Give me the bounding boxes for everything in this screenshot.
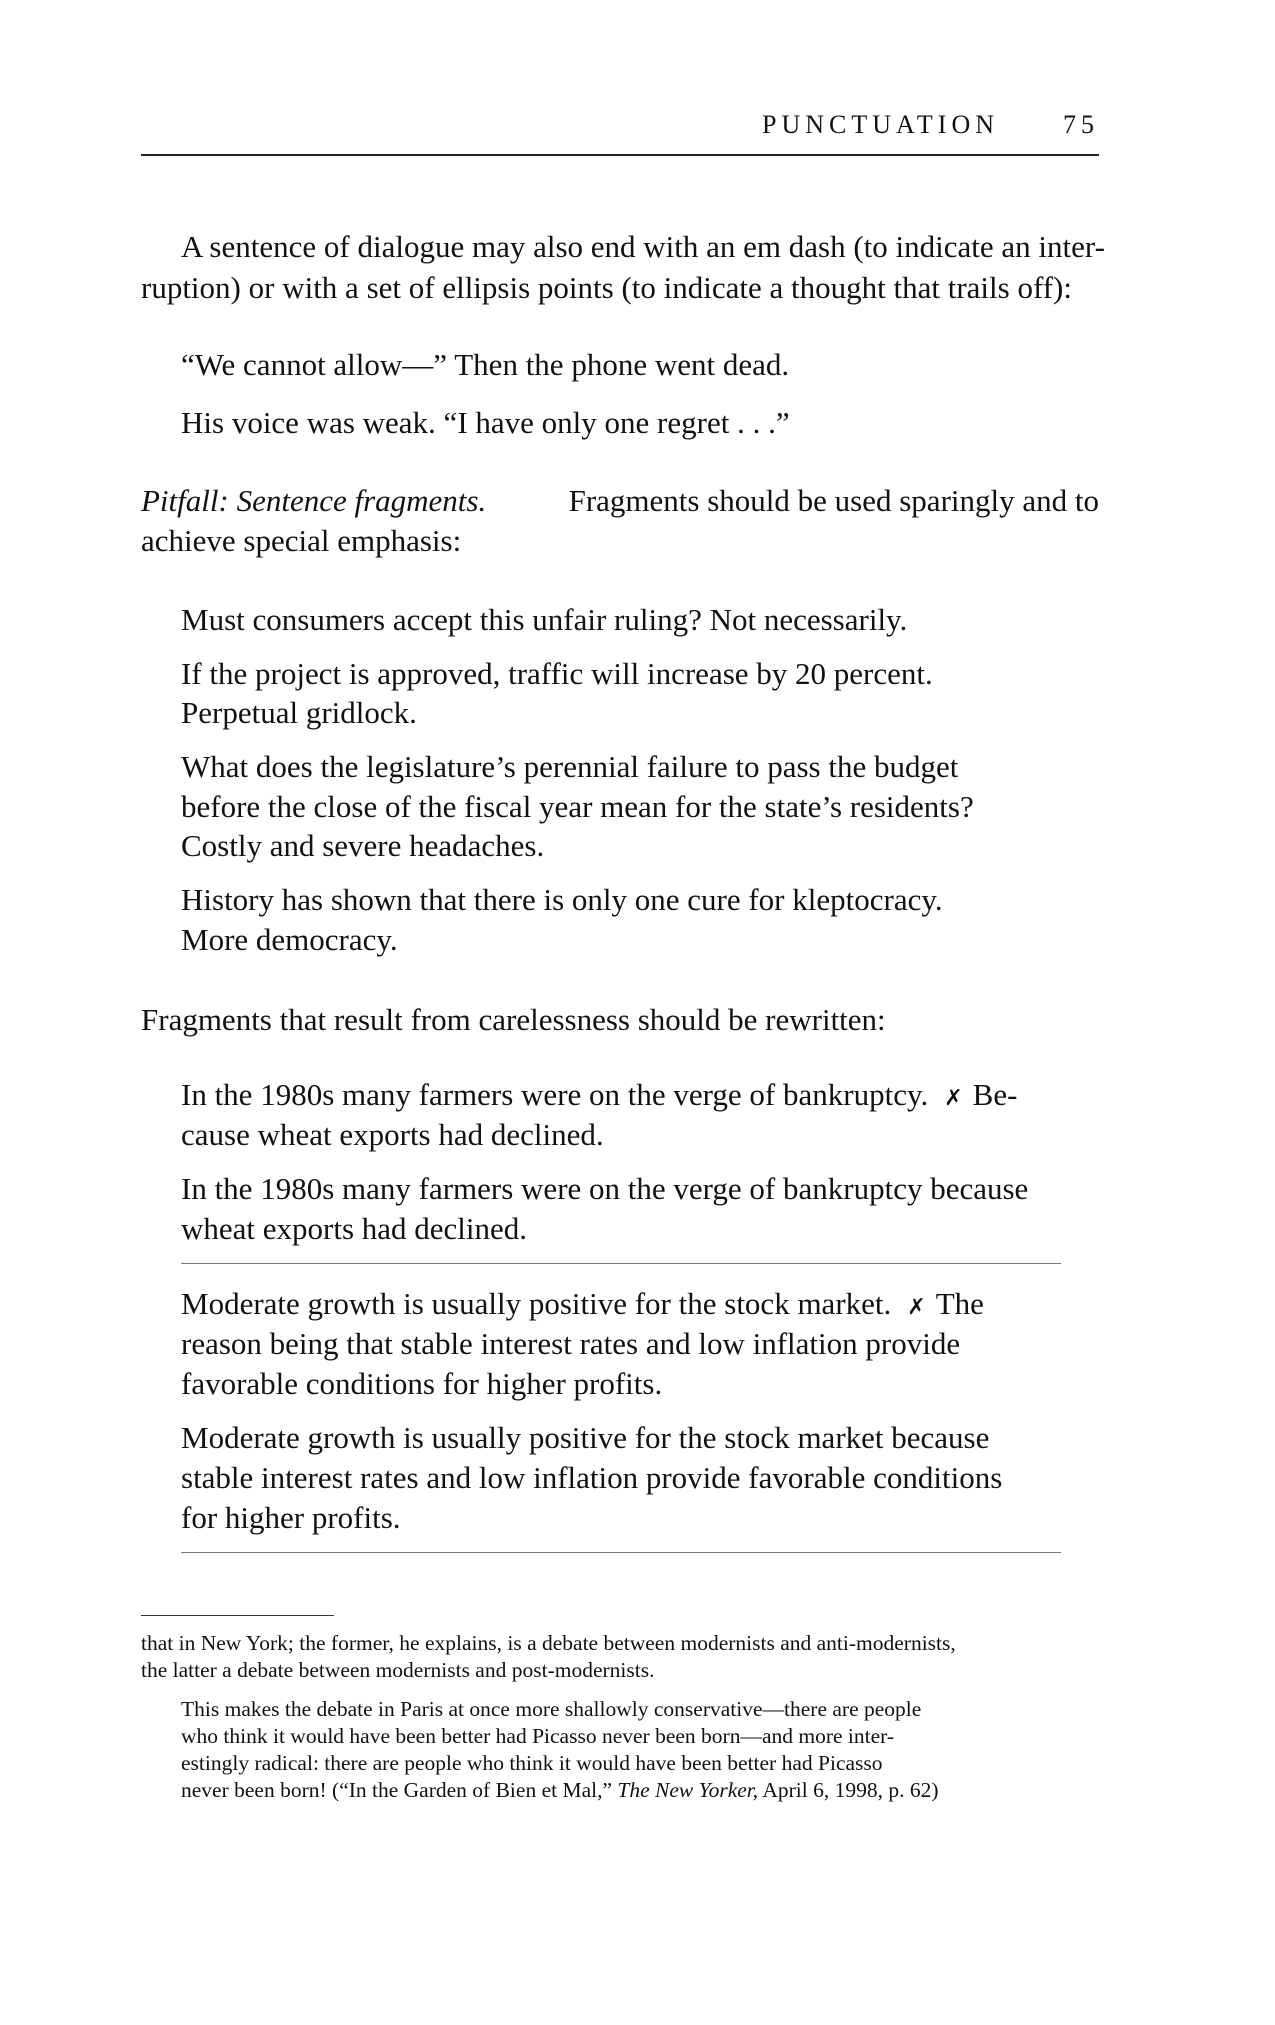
footnote-line: the latter a debate between modernists and post-modernists. (141, 1658, 655, 1682)
dialogue-example: “We cannot allow—” Then the phone went dead. (181, 347, 790, 382)
footnote-quote-line: estingly radical: there are people who think it would have been better had Picasso (181, 1751, 883, 1775)
correct-example-line: for higher profits. (181, 1500, 401, 1535)
emphasis-example: What does the legislature’s perennial failure to pass the budget (181, 749, 959, 784)
wrong-example-line: reason being that stable interest rates and low inflation provide (181, 1326, 961, 1361)
wrong-example-line (181, 1075, 1061, 1119)
wrong-example-line: cause wheat exports had declined. (181, 1117, 604, 1152)
dialogue-example: His voice was weak. “I have only one regret . . .” (181, 405, 790, 440)
wrong-example-text: Moderate growth is usually positive for the stock market. (181, 1286, 892, 1321)
footnote-rule (141, 1615, 334, 1616)
emphasis-example: before the close of the fiscal year mean for the state’s residents? (181, 789, 974, 824)
page-number: 75 (1063, 110, 1099, 139)
correct-example-line: In the 1980s many farmers were on the verge of bankruptcy because (181, 1171, 1029, 1206)
intro-line: ruption) or with a set of ellipsis points (to indicate a thought that trails off): (141, 270, 1072, 305)
pitfall-text: Fragments should be used sparingly and to (568, 483, 1099, 518)
footnote-quote-text: April 6, 1998, p. 62) (762, 1778, 939, 1802)
emphasis-example: Must consumers accept this unfair ruling? Not necessarily. (181, 602, 908, 637)
correct-example-line: Moderate growth is usually positive for the stock market because (181, 1420, 990, 1455)
footnote-quote-text: never been born! (“In the Garden of Bien et Mal,” (181, 1778, 613, 1802)
wrong-mark-icon: ✗ (944, 1086, 963, 1111)
emphasis-example: Costly and severe headaches. (181, 828, 545, 863)
emphasis-example: History has shown that there is only one cure for kleptocracy. (181, 882, 943, 917)
footnote-quote-line (181, 1776, 939, 1804)
correct-example-line: stable interest rates and low inflation provide favorable conditions (181, 1460, 1003, 1495)
wrong-mark-icon: ✗ (907, 1295, 926, 1320)
wrong-example-text: The (935, 1286, 984, 1321)
pitfall-paragraph (141, 481, 1099, 521)
pitfall-text: achieve special emphasis: (141, 523, 462, 558)
correct-example-line: wheat exports had declined. (181, 1211, 528, 1246)
careless-intro: Fragments that result from carelessness should be rewritten: (141, 1002, 886, 1037)
pitfall-heading: Pitfall: Sentence fragments. (141, 483, 487, 518)
running-head: PUNCTUATION (762, 110, 999, 139)
emphasis-example: If the project is approved, traffic will increase by 20 percent. (181, 656, 933, 691)
footnote-quote-line: who think it would have been better had Picasso never been born—and more inter- (181, 1724, 895, 1748)
footnote-quote-line: This makes the debate in Paris at once more shallowly conservative—there are people (181, 1697, 922, 1721)
intro-line: A sentence of dialogue may also end with an em dash (to indicate an inter- (181, 229, 1105, 264)
wrong-example-text: In the 1980s many farmers were on the verge of bankruptcy. (181, 1077, 929, 1112)
magazine-title: The New Yorker, (617, 1778, 759, 1802)
emphasis-example: Perpetual gridlock. (181, 695, 417, 730)
page-header (141, 110, 1099, 156)
wrong-example-line: favorable conditions for higher profits. (181, 1366, 663, 1401)
wrong-example-line (181, 1284, 1061, 1328)
emphasis-example: More democracy. (181, 922, 398, 957)
footnote-line: that in New York; the former, he explains, is a debate between modernists and anti-modernists, (141, 1631, 956, 1655)
example-divider (181, 1263, 1061, 1264)
wrong-example-text: Be- (972, 1077, 1018, 1112)
example-divider (181, 1552, 1061, 1553)
